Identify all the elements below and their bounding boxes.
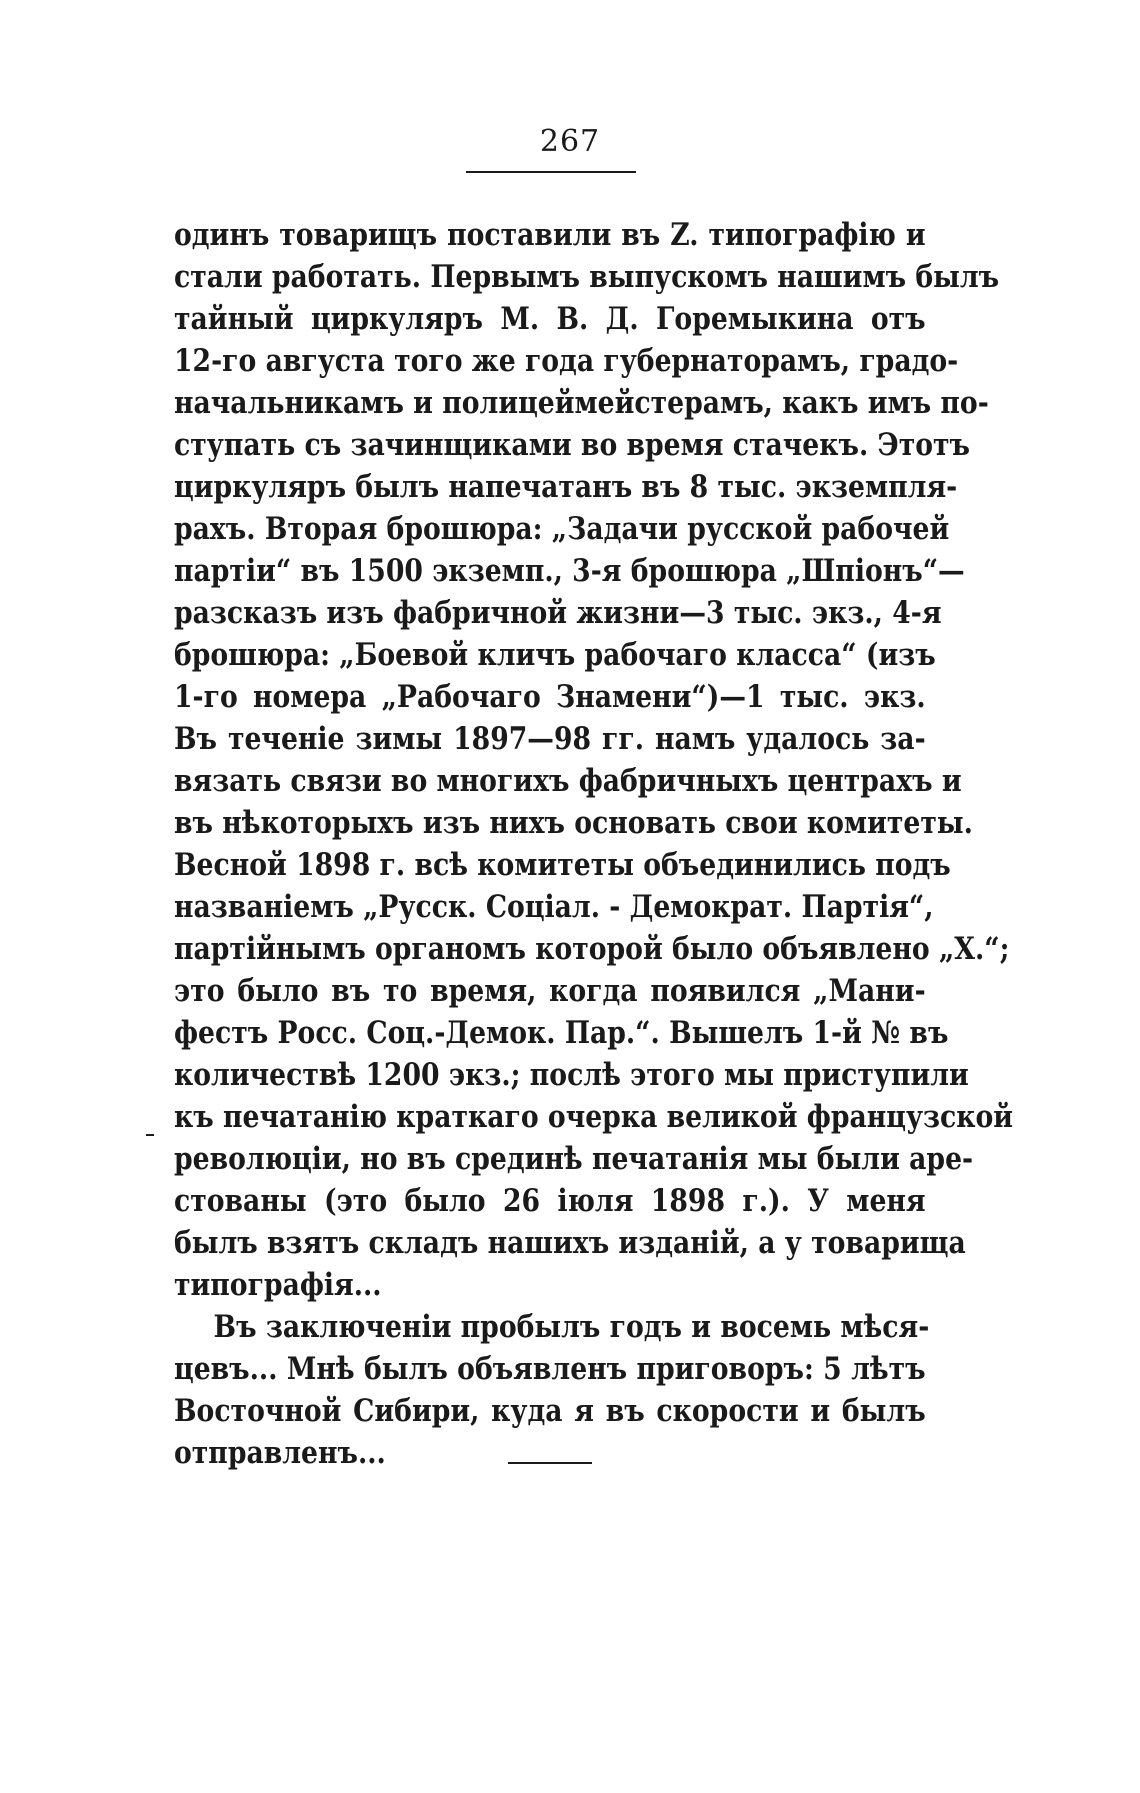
text-line: разсказъ изъ фабричной жизни—3 тыс. экз., 4-я <box>174 595 942 631</box>
page-number: 267 <box>539 124 601 159</box>
end-rule <box>508 1462 592 1464</box>
text-line: названіемъ „Русск. Соціал. - Демократ. Партія“, <box>174 889 934 925</box>
text-line: одинъ товарищъ поставили въ Z. типографію и <box>174 217 926 253</box>
text-line: партійнымъ органомъ которой было объявлено „Х.“; <box>174 931 1010 967</box>
text-line: начальникамъ и полицеймейстерамъ, какъ имъ по- <box>174 385 989 421</box>
text-line: ступать съ зачинщиками во время стачекъ. Этотъ <box>174 427 971 463</box>
text-line: партіи“ въ 1500 экземп., 3-я брошюра „Шпіонъ“— <box>174 553 965 589</box>
text-line: типографія... <box>174 1267 382 1303</box>
header-rule <box>466 171 636 173</box>
text-line: Весной 1898 г. всѣ комитеты объединились подъ <box>174 847 951 883</box>
text-line: стали работать. Первымъ выпускомъ нашимъ былъ <box>174 259 1000 295</box>
text-line: въ нѣкоторыхъ изъ нихъ основать свои комитеты. <box>174 805 973 841</box>
text-line: стованы (это было 26 іюля 1898 г.). У меня <box>174 1183 926 1219</box>
text-line: фестъ Росс. Соц.-Демок. Пар.“. Вышелъ 1-й № въ <box>174 1015 949 1051</box>
text-line: тайный циркуляръ М. В. Д. Горемыкина отъ <box>174 301 926 337</box>
text-line: Въ теченіе зимы 1897—98 гг. намъ удалось за- <box>174 721 926 757</box>
text-line: революціи, но въ срединѣ печатанія мы были аре- <box>174 1141 974 1177</box>
margin-mark <box>146 1134 154 1136</box>
text-line: цевъ... Мнѣ былъ объявленъ приговоръ: 5 лѣтъ <box>174 1351 926 1387</box>
text-line: количествѣ 1200 экз.; послѣ этого мы приступили <box>174 1057 969 1093</box>
text-line: циркуляръ былъ напечатанъ въ 8 тыс. экземпля- <box>174 469 958 505</box>
text-line: 12-го августа того же года губернаторамъ, градо- <box>174 343 959 379</box>
text-line: рахъ. Вторая брошюра: „Задачи русской рабочей <box>174 511 950 547</box>
text-line: Восточной Сибири, куда я въ скорости и былъ <box>174 1393 926 1429</box>
text-line: вязать связи во многихъ фабричныхъ центрахъ и <box>174 763 962 799</box>
text-line: это было въ то время, когда появился „Мани- <box>174 973 926 1009</box>
body-text <box>174 214 1014 1474</box>
text-line: брошюра: „Боевой кличъ рабочаго класса“ (изъ <box>174 637 936 673</box>
text-line: былъ взятъ складъ нашихъ изданій, а у товарища <box>174 1225 966 1261</box>
text-line: къ печатанію краткаго очерка великой французской <box>174 1099 1014 1135</box>
text-line: 1-го номера „Рабочаго Знамени“)—1 тыс. экз. <box>174 679 926 715</box>
text-line: отправленъ... <box>174 1435 386 1471</box>
text-line: Въ заключеніи пробылъ годъ и восемь мѣся- <box>213 1309 930 1345</box>
